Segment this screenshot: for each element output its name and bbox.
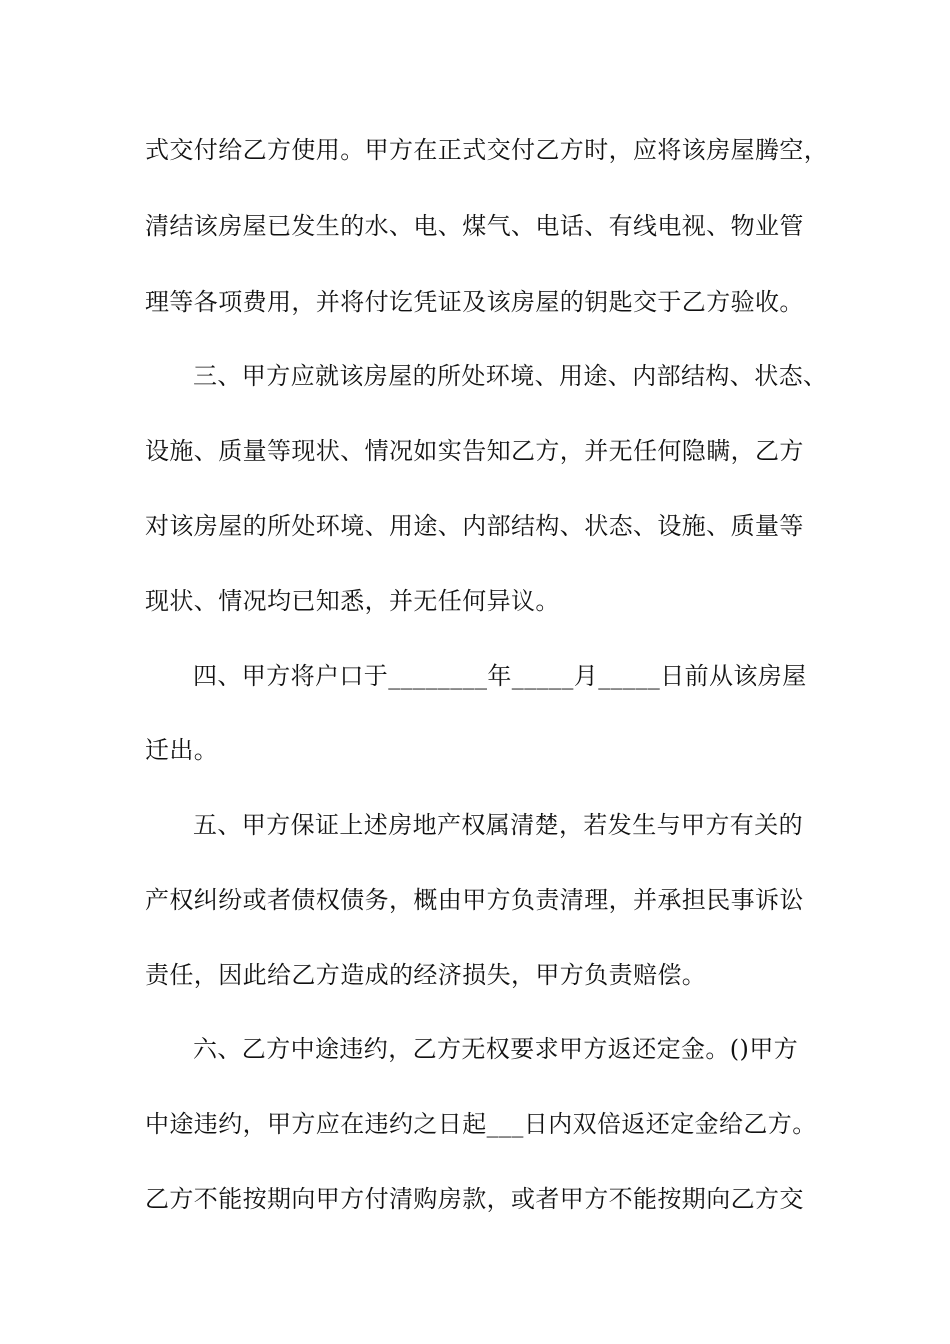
text-line: 现状、情况均已知悉，并无任何异议。: [145, 587, 560, 615]
clause-6-line: 六、乙方中途违约，乙方无权要求甲方返还定金。()甲方: [193, 1035, 799, 1063]
text-line: 对该房屋的所处环境、用途、内部结构、状态、设施、质量等: [145, 512, 804, 540]
clause-3-line: 三、甲方应就该房屋的所处环境、用途、内部结构、状态、: [193, 362, 828, 390]
text-line: 乙方不能按期向甲方付清购房款，或者甲方不能按期向乙方交: [145, 1185, 804, 1213]
text-line: 设施、质量等现状、情况如实告知乙方，并无任何隐瞒，乙方: [145, 437, 804, 465]
text-line: 清结该房屋已发生的水、电、煤气、电话、有线电视、物业管: [145, 212, 804, 240]
text-line: 迁出。: [145, 736, 219, 764]
clause-4-line: 四、甲方将户口于________年_____月_____日前从该房屋: [193, 662, 807, 690]
clause-5-line: 五、甲方保证上述房地产权属清楚，若发生与甲方有关的: [193, 811, 803, 839]
text-line: 式交付给乙方使用。甲方在正式交付乙方时，应将该房屋腾空，: [145, 136, 829, 164]
text-line: 产权纠纷或者债权债务，概由甲方负责清理，并承担民事诉讼: [145, 886, 804, 914]
text-line: 中途违约，甲方应在违约之日起___日内双倍返还定金给乙方。: [145, 1110, 817, 1138]
text-line: 理等各项费用，并将付讫凭证及该房屋的钥匙交于乙方验收。: [145, 288, 804, 316]
text-line: 责任，因此给乙方造成的经济损失，甲方负责赔偿。: [145, 961, 707, 989]
